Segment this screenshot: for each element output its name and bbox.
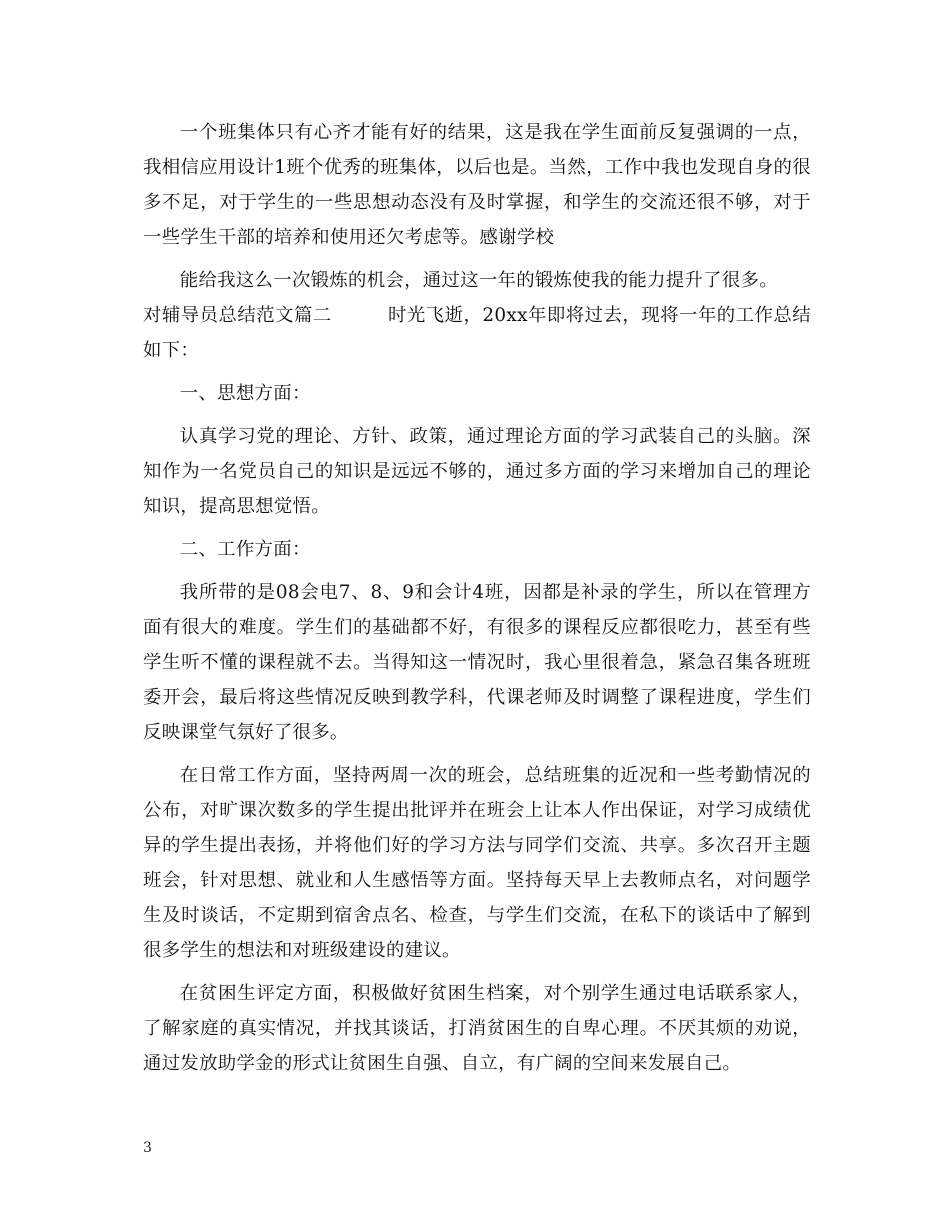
- heading-ideology: 一、思想方面：: [179, 383, 311, 404]
- paragraph-daily-work: 在日常工作方面，坚持两周一次的班会，总结班集的近况和一些考勤情况的公布，对旷课次数多的学生提出批评并在班会上让本人作出保证，对学习成绩优异的学生提出表扬，并将他们好的学习方法与同学们交流、共享。多次召开主题班会，针对思想、就业和人生感悟等方面。坚持每天早上去教师点名，对问题学生及时谈话，不定期到宿舍点名、检查，与学生们交流，在私下的谈话中了解到很多学生的想法和对班级建设的建议。: [143, 765, 811, 961]
- paragraph-3-body: 时光飞逝，20xx年即将过去，现将一年的工作总结如下：: [143, 305, 811, 361]
- paragraph-poverty-assessment: 在贫困生评定方面，积极做好贫困生档案，对个别学生通过电话联系家人，了解家庭的真实情况，并找其谈话，打消贫困生的自卑心理。不厌其烦的劝说，通过发放助学金的形式让贫困生自强、自立，有广阔的空间来发展自己。: [143, 983, 811, 1074]
- section-heading-article-two: 对辅导员总结范文篇二: [143, 305, 332, 326]
- paragraph-3: [143, 298, 811, 368]
- paragraph-ideology: 认真学习党的理论、方针、政策，通过理论方面的学习武装自己的头脑。深知作为一名党员自己的知识是远远不够的，通过多方面的学习来增加自己的理论知识，提高思想觉悟。: [143, 426, 811, 517]
- heading-work: 二、工作方面：: [179, 539, 311, 560]
- page-number: 3: [143, 1140, 152, 1156]
- paragraph-2: 能给我这么一次锻炼的机会，通过这一年的锻炼使我的能力提升了很多。: [179, 270, 778, 291]
- paragraph-work: 我所带的是08会电7、8、9和会计4班，因都是补录的学生，所以在管理方面有很大的难度。学生们的基础都不好，有很多的课程反应都很吃力，甚至有些学生听不懂的课程就不去。当得知这一情况时，我心里很着急，紧急召集各班班委开会，最后将这些情况反映到教学科，代课老师及时调整了课程进度，学生们反映课堂气氛好了很多。: [143, 582, 811, 743]
- document-body: [143, 115, 811, 1081]
- paragraph-1: 一个班集体只有心齐才能有好的结果，这是我在学生面前反复强调的一点，我相信应用设计1班个优秀的班集体，以后也是。当然，工作中我也发现自身的很多不足，对于学生的一些思想动态没有及时掌握，和学生的交流还很不够，对于一些学生干部的培养和使用还欠考虑等。感谢学校: [143, 122, 811, 248]
